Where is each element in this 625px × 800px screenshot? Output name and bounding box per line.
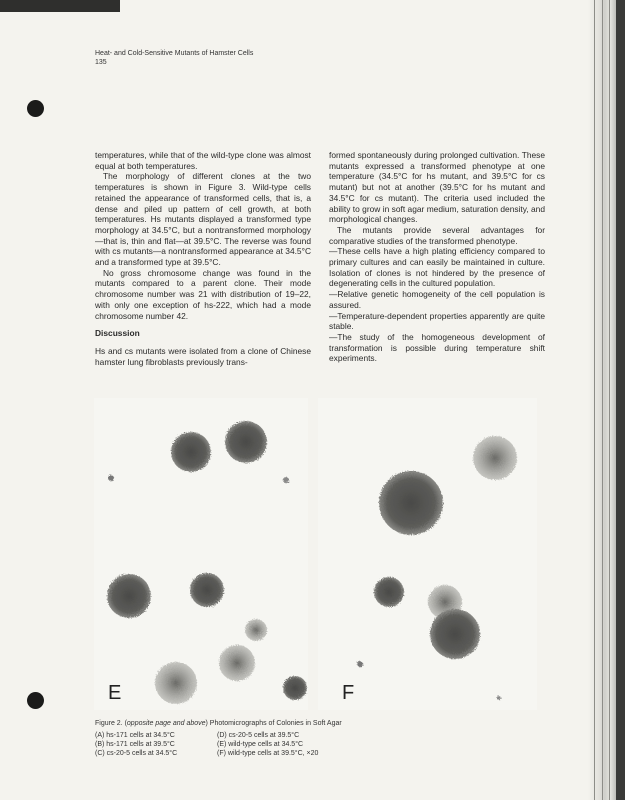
caption-legend [95, 731, 377, 758]
binder-page-edge [588, 0, 616, 800]
paragraph: Hs and cs mutants were isolated from a clone of Chinese hamster lung fibroblasts previously trans- [95, 345, 311, 367]
legend-item: (E) wild-type cells at 34.5°C [217, 741, 304, 748]
section-heading: Discussion [95, 328, 140, 339]
legend-item: (C) cs-20-5 cells at 34.5°C [95, 750, 178, 757]
left-text-column [95, 150, 311, 367]
legend-item: (B) hs-171 cells at 39.5°C [95, 741, 175, 748]
legend-item: (F) wild-type cells at 39.5°C, ×20 [217, 750, 319, 757]
photomicrograph-panel-f [318, 398, 537, 710]
colony-image-f [318, 398, 537, 710]
paragraph: The morphology of different clones at the two temperatures is shown in Figure 3. Wild-type cells retained the appearance of transformed cells, that is, a dense and piled up pattern of cell growth, at both temperatures. Hs mutants displayed a transformed type morphology at 34.5°C, but a nontransformed morphology—that is, thin and flat—at 39.5°C. The reverse was found with cs mutants—a nontransformed appearance at 34.5°C and a transformed type at 39.5°C. [95, 171, 311, 268]
binder-hole-top [27, 100, 44, 117]
colony-image-e [94, 398, 308, 710]
right-text-column [329, 150, 545, 364]
list-item: —The study of the homogeneous development of transformation is possible during temperature shift experiments. [329, 331, 545, 364]
panel-label-f: F [342, 682, 355, 704]
paragraph: formed spontaneously during prolonged cultivation. These mutants expressed a transformed phenotype at one temperature (34.5°C for hs mutant, and 39.5°C for cs mutant) but not at another (39.5°C for hs mutant and 34.5°C for cs mutant). The criteria used included the ability to grow in soft agar medium, saturation density, and morphological changes. [329, 150, 545, 225]
paragraph: temperatures, while that of the wild-type clone was almost equal at both temperatures. [95, 150, 311, 171]
paragraph: No gross chromosome change was found in the mutants compared to a parent clone. Their mode chromosome number was 21 with distribution of 19–22, with only one exception of hs-222, which had a mode chromosome number 42. [95, 267, 311, 321]
list-item: —These cells have a high plating efficiency compared to primary cultures and can easily be maintained in culture. Isolation of clones is not hindered by the presence of degenerating cells in the cultured population. [329, 246, 545, 289]
list-item: —Relative genetic homogeneity of the cell population is assured. [329, 289, 545, 310]
figure-caption [95, 719, 377, 758]
caption-title: Figure 2. (opposite page and above) Photomicrographs of Colonies in Soft Agar [95, 720, 342, 727]
legend-item: (D) cs-20-5 cells at 39.5°C [217, 732, 300, 739]
binder-hole-bottom [27, 692, 44, 709]
caption-italic: opposite page and above [126, 720, 206, 727]
running-title: Heat- and Cold-Sensitive Mutants of Hamster Cells [95, 50, 254, 57]
panel-label-e: E [108, 682, 122, 704]
top-left-scan-shadow [0, 0, 120, 12]
page-number: 135 [95, 59, 107, 66]
photomicrograph-panel-e [94, 398, 308, 710]
legend-item: (A) hs-171 cells at 34.5°C [95, 732, 175, 739]
paragraph: The mutants provide several advantages for comparative studies of the transformed phenotype. [329, 224, 545, 246]
list-item: —Temperature-dependent properties apparently are quite stable. [329, 310, 545, 332]
running-header [95, 49, 253, 67]
